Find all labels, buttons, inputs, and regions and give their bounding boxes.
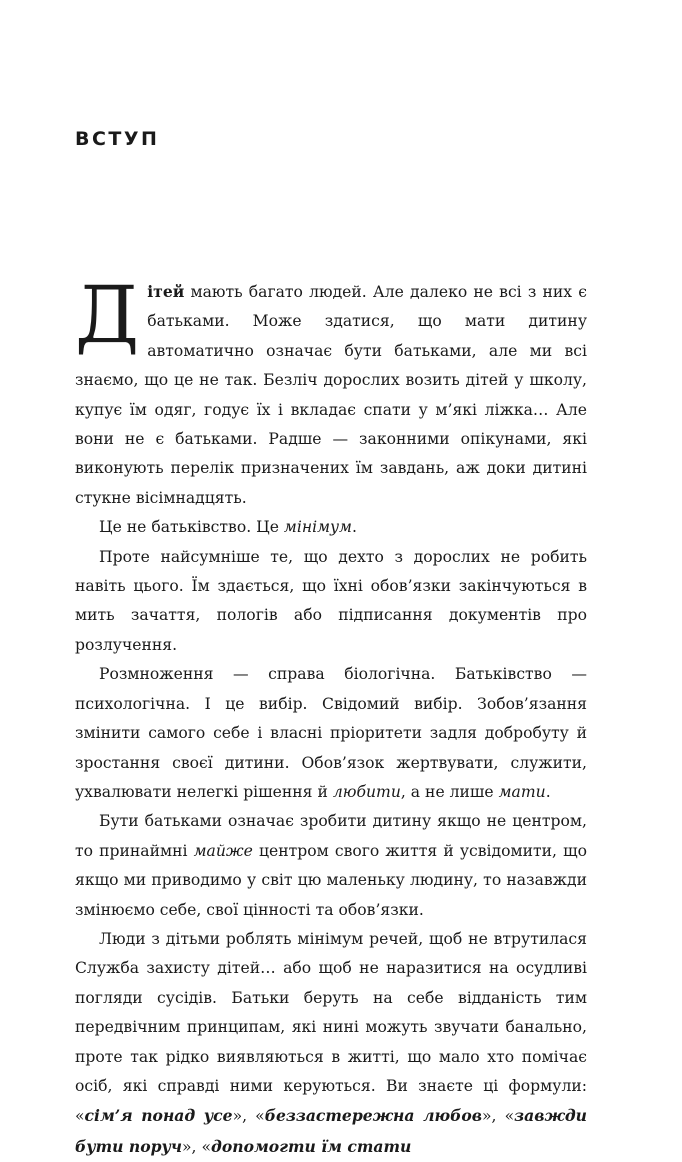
paragraph-6-text: Люди з дітьми роблять мінімум речей, щоб не втрутилася Служба захисту дітей… або щоб не наразитися на осудливі погляди сусідів. Батьки беруть на себе відданість тим передвічним принципам, які нині можуть звучати банально, проте так рідко виявляються в житті, що мало хто помічає осіб, які справді ними керуються. Ви знаєте ці формули: « — [75, 929, 587, 1126]
paragraph-3-text: Проте найсумніше те, що дехто з дорослих не робить навіть цього. Їм здається, що їхні обов’язки закінчуються в мить зачаття, пологів або підписання документів про розлучення. — [75, 547, 587, 654]
paragraph-2-text: Це не батьківство. Це — [99, 518, 284, 537]
quote-always-there: завжди бути поруч — [75, 1106, 588, 1156]
paragraph-4-mid: , а не лише — [400, 782, 499, 801]
paragraph-4-end: . — [545, 782, 551, 801]
paragraph-2-end: . — [351, 518, 357, 537]
emphasis-love: любити — [332, 782, 401, 801]
paragraph-4 — [75, 660, 587, 807]
paragraph-4-text: Розмноження — справа біологічна. Батьківство — психологічна. І це вибір. Свідомий вибір. Зобов’язання змінити самого себе і власні пріоритети задля добробуту й зростання своєї дитини. Обов’язок жертвувати, служити, ухвалювати нелегкі рішення й — [75, 665, 587, 801]
emphasis-minimum: мінімум — [283, 518, 352, 537]
paragraph-6 — [75, 925, 587, 1162]
chapter-text — [75, 269, 588, 1162]
chapter-heading: ВСТУП — [75, 128, 160, 150]
emphasis-have: мати — [498, 782, 546, 801]
quote-separator-2: », « — [482, 1107, 515, 1126]
quote-separator-1: », « — [232, 1107, 265, 1126]
quote-unconditional-love: беззастережна любов — [264, 1106, 483, 1126]
paragraph-5-rest: центром свого життя й усвідомити, що якщо ми приводимо у світ цю маленьку людину, то назавжди змінюємо себе, свої цінності та обов’язки. — [75, 841, 588, 919]
quote-separator-3: », « — [181, 1137, 211, 1156]
paragraph-1-text: мають багато людей. Але далеко не всі з них є батьками. Може здатися, що мати дитину автоматично означає бути батьками, але ми всі знаємо, що це не так. Безліч дорослих возить дітей у школу, купує їм одяг, годує їх і вкладає спати у м’які ліжка… Але вони не є батьками. Радше — законними опікунами, які виконують перелік призначених їм завдань, аж доки дитині стукне вісімнадцять. — [75, 283, 587, 507]
lead-word: ітей — [147, 282, 185, 301]
emphasis-almost: майже — [193, 841, 253, 860]
paragraph-5-text: Бути батьками означає зробити дитину якщо не центром, то принаймні — [75, 812, 587, 860]
paragraph-5 — [75, 807, 587, 925]
drop-cap: Д — [75, 269, 140, 361]
paragraph-3 — [75, 543, 587, 661]
paragraph-2 — [75, 513, 587, 542]
quote-help-them: допомогти їм стати — [210, 1136, 412, 1156]
quote-family-first: сім’я понад усе — [84, 1106, 233, 1126]
paragraph-1 — [75, 269, 587, 513]
